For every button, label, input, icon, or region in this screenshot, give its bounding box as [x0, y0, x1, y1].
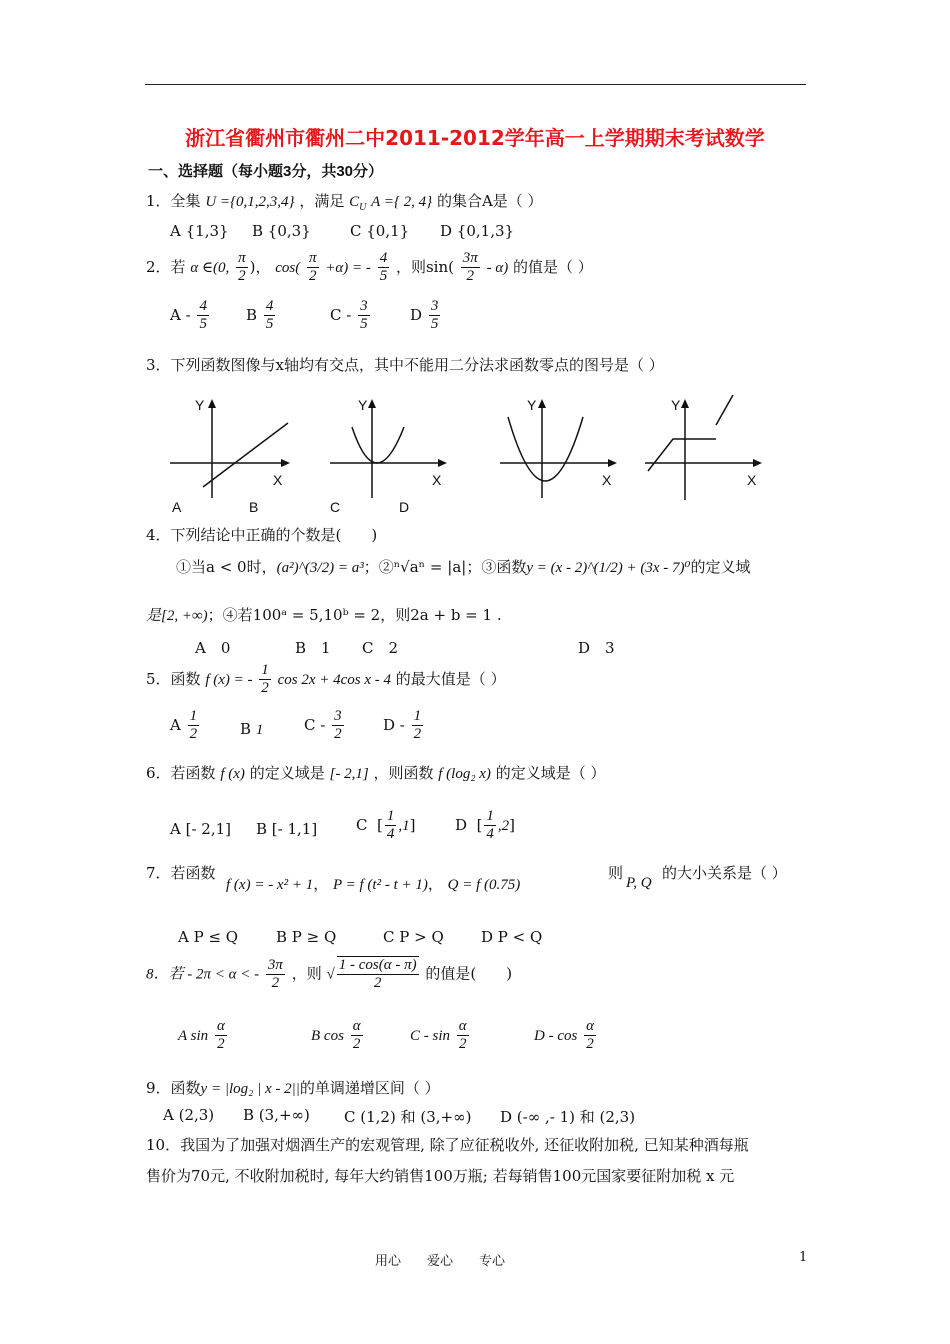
graph-a-x-label: X	[273, 472, 283, 488]
q9-option-a: A (2,3)	[163, 1106, 215, 1124]
graph-b-y-label: Y	[358, 397, 368, 413]
q6-option-c: C [ $\frac{1}{4}$ ,1]	[356, 808, 416, 843]
q8-option-a: A sin $\frac{\alpha}{2}$	[178, 1018, 225, 1053]
footer-motto: 用心 爱心 专心	[375, 1254, 506, 1269]
q9-option-d: D (-∞ ,- 1) 和 (2,3)	[500, 1108, 636, 1126]
q1-option-c: C {0,1}	[350, 222, 410, 240]
q8-option-c: C - sin $\frac{\alpha}{2}$	[410, 1018, 467, 1053]
q1-option-a: A {1,3}	[170, 222, 229, 240]
q9-option-b: B (3,+∞)	[243, 1106, 310, 1124]
q7-option-b: B P ≥ Q	[276, 928, 337, 946]
q7-option-a: A P ≤ Q	[178, 928, 239, 946]
q1-option-b: B {0,3}	[252, 222, 311, 240]
q2-option-b: B $\frac{4}{5}$	[246, 298, 274, 333]
question-7-tail: 则	[608, 864, 624, 882]
graph-d-y-label: Y	[671, 397, 681, 413]
graph-c-x-label: X	[602, 472, 612, 488]
graph-a-y-label: Y	[195, 397, 205, 413]
q8-option-b: B cos $\frac{\alpha}{2}$	[311, 1018, 361, 1053]
q8-option-d: D - cos $\frac{\alpha}{2}$	[534, 1018, 594, 1053]
question-1: 1．全集 U ={0,1,2,3,4} ，满足 $C_U$ A ={ 2, 4} 的集合A是（ ）	[146, 192, 543, 213]
question-4: 4．下列结论中正确的个数是( )	[146, 526, 378, 544]
q5-option-b: B 1	[240, 720, 264, 738]
question-7-suffix: 的大小关系是（ ）	[662, 864, 787, 882]
q6-option-a: A [- 2,1]	[170, 820, 231, 838]
graph-c-y-label: Y	[527, 397, 537, 413]
q4-option-d: D 3	[578, 639, 615, 657]
page-number: 1	[799, 1250, 808, 1265]
q4-option-b: B 1	[295, 639, 331, 657]
section-heading: 一、选择题（每小题3分，共30分）	[148, 163, 384, 180]
q4-option-a: A 0	[195, 639, 231, 657]
q2-option-d: D $\frac{3}{5}$	[410, 298, 439, 333]
graph-d-x-label: X	[747, 472, 757, 488]
question-2: 2．若 α ∈(0, $\frac{\pi}{2}$ )， cos( $\frac{\pi}{2}$ +α) = - $\frac{4}{5}$ ，则sin( $\frac{3\pi}{2}$ - α) 的值是（ ）	[146, 250, 593, 285]
question-6: 6．若函数 f (x) 的定义域是 [- 2,1] ，则函数 f (log₂ x) 的定义域是（ ）	[146, 764, 606, 782]
q5-option-d: D - $\frac{1}{2}$	[383, 708, 422, 743]
q9-option-c: C (1,2) 和 (3,+∞)	[344, 1108, 472, 1126]
graph-label-b: B	[249, 499, 259, 515]
q7-option-d: D P < Q	[481, 928, 543, 946]
q1-option-d: D {0,1,3}	[440, 222, 515, 240]
graph-label-a: A	[172, 499, 182, 515]
graph-label-c: C	[330, 499, 341, 515]
graph-label-d: D	[399, 499, 410, 515]
q3-graphs	[160, 395, 800, 520]
q5-option-c: C - $\frac{3}{2}$	[304, 708, 342, 743]
page-title: 浙江省衢州市衢州二中2011-2012学年高一上学期期末考试数学	[185, 126, 765, 150]
question-5: 5．函数 f (x) = - $\frac{1}{2}$ cos 2x + 4cos x - 4 的最大值是（ ）	[146, 662, 506, 697]
question-10-line-2: 售价为70元, 不收附加税时, 每年大约销售100万瓶; 若每销售100元国家要征附加税 x 元	[146, 1167, 735, 1185]
q2-option-c: C - $\frac{3}{5}$	[330, 298, 368, 333]
question-9: 9．函数y = |log₂ | x - 2||的单调递增区间（ ）	[146, 1079, 440, 1097]
graph-d	[645, 395, 762, 500]
question-8: 8．若 - 2π < α < - $\frac{3\pi}{2}$ ，则 √ $\frac{1 - \cos(\alpha - \pi)}{2}$ 的值是( )	[146, 956, 513, 992]
q2-option-a: A - $\frac{4}{5}$	[170, 298, 207, 333]
question-7-body: f (x) = - x² + 1， P = f (t² - t + 1)， Q = f (0.75)	[226, 875, 521, 893]
q7-option-c: C P > Q	[383, 928, 444, 946]
question-7-pq: P, Q	[626, 875, 652, 891]
q5-option-a: A $\frac{1}{2}$	[170, 708, 198, 743]
graph-b	[330, 397, 447, 498]
question-7-prefix: 7．若函数	[146, 864, 216, 882]
q6-option-d: D [ $\frac{1}{4}$ ,2]	[455, 808, 516, 843]
q4-line-1: ①当a < 0时，(a²)^(3/2) = a³；②ⁿ√aⁿ = |a|；③函数y = (x - 2)^(1/2) + (3x - 7)⁰的定义域	[176, 558, 751, 576]
header-rule	[145, 84, 806, 85]
graph-c	[500, 397, 617, 498]
q4-option-c: C 2	[362, 639, 399, 657]
q4-line-2: 是[2, +∞)；④若100ᵃ = 5,10ᵇ = 2，则2a + b = 1 .	[146, 606, 502, 624]
graph-b-x-label: X	[432, 472, 442, 488]
question-10-line-1: 10．我国为了加强对烟酒生产的宏观管理, 除了应征税收外, 还征收附加税, 已知某种酒每瓶	[146, 1136, 749, 1154]
q6-option-b: B [- 1,1]	[256, 820, 318, 838]
question-3: 3．下列函数图像与x轴均有交点，其中不能用二分法求函数零点的图号是（ ）	[146, 356, 664, 374]
graph-a	[170, 397, 290, 498]
